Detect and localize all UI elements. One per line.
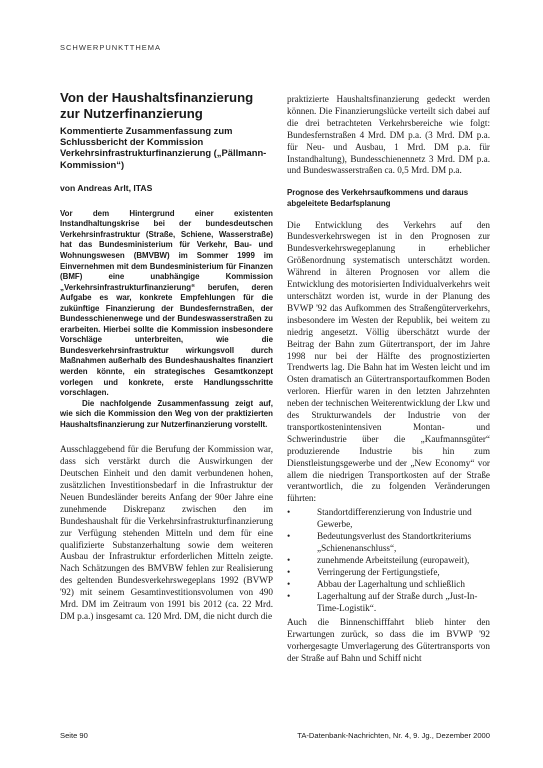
right-column [287, 94, 490, 665]
list-item: • Lagerhaltung auf der Straße durch „Just-In-Time-Logistik“. [287, 590, 478, 613]
bullet-icon: • [287, 590, 291, 601]
section-subheading: Prognose des Verkehrsaufkommens und daraus abgeleitete Bedarfsplanung [287, 188, 469, 208]
bullet-icon: • [287, 578, 291, 589]
body-paragraph-1: Ausschlaggebend für die Berufung der Kommission war, dass sich verstärkt durch die Auswirkungen der Deutschen Einheit und den damit verbundenen hohen, zusätzlichen Investitionsbedarf in die Infrastruktur der Neuen Bundesländer bereits Anfang der 90er Jahre eine zunehmende Diskrepanz zwischen den im Bundeshaushalt für die Verkehrsinfrastrukturfinanzierung zur Verfügung stehenden Mitteln und dem für eine qualifizierte Substanzerhaltung sowie dem weiteren Ausbau der Infrastruktur erforderlichen Mitteln zeigte. Nach Schätzungen des BMVBW fehlen zur Realisierung des geltenden Bundesverkehrswegeplans 1992 (BVWP '92) mit seinem Gesamtinvestitionsvolumen von 490 Mrd. DM im Zeitraum von 1991 bis 2012 (ca. 22 Mrd. DM p.a.) insgesamt ca. 120 Mrd. DM, die nicht durch die [60, 444, 273, 621]
article-title: Von der Haushaltsfinanzierung zur Nutzerfinanzierung [60, 90, 254, 121]
section-kicker: SCHWERPUNKTTHEMA [60, 43, 162, 52]
body-paragraph-2: praktizierte Haushaltsfinanzierung gedeckt werden können. Die Finanzierungslücke verteilt sich dabei auf die drei betrachteten Verkehrsbereiche wie folgt: Bundesfernstraßen 4 Mrd. DM p.a. (3 Mrd. DM p.a. für Neu- und Ausbau, 1 Mrd. DM p.a. für Instandhaltung), Bundesschienennetz 3 Mrd. DM p.a. und Bundeswasserstraßen ca. 0,5 Mrd. DM p.a. [287, 94, 490, 176]
list-item: • Bedeutungsverlust des Standortkriteriums „Schienenanschluss“, [287, 531, 472, 553]
article-subtitle: Kommentierte Zusammenfassung zum Schlussbericht der Kommission Verkehrsinfrastrukturfinanzierung („Pällmann-Kommission“) [60, 125, 267, 170]
lead-paragraph-1: Vor dem Hintergrund einer existenten Instandhaltungskrise bei der bundesdeutschen Verkehrsinfrastruktur (Straße, Schiene, Wasserstraße) hat das Bundesministerium für Verkehr, Bau- und Wohnungswesen (BMVBW) im Sommer 1999 im Einvernehmen mit dem Bundesministerium für Finanzen (BMF) eine unabhängige Kommission „Verkehrsinfrastrukturfinanzierung“ berufen, deren Aufgabe es war, konkrete Empfehlungen für die zukünftige Finanzierung der Bundesfernstraßen, der Bundesschienenwege und der Bundeswasserstraßen zu erarbeiten. Hierbei sollte die Kommission insbesondere Vorschläge unterbreiten, wie die Bundesverkehrsinfrastruktur wirkungsvoll durch Maßnahmen außerhalb des Bundeshaushaltes finanziert werden könnte, ein strategisches Gesamtkonzept vorlegen und konkrete, erste Handlungsschritte vorschlagen. [60, 208, 273, 398]
publication-info: TA-Datenbank-Nachrichten, Nr. 4, 9. Jg., Dezember 2000 [297, 731, 490, 740]
left-column [60, 90, 273, 623]
list-item: • Verringerung der Fertigungstiefe, [287, 566, 440, 577]
article-author: von Andreas Arlt, ITAS [60, 182, 153, 193]
list-item: • Abbau der Lagerhaltung und schließlich [287, 578, 465, 589]
bullet-icon: • [287, 507, 291, 518]
bullet-list [287, 507, 490, 614]
body-paragraph-4: Auch die Binnenschifffahrt blieb hinter den Erwartungen zurück, so dass die im BVWP '92 vorhergesagte Umverlagerung des Gütertransports von der Straße auf Bahn und Schiff nicht [287, 617, 490, 664]
body-paragraph-3: Die Entwicklung des Verkehrs auf den Bundesverkehrswegen ist in den Prognosen zur Bundesverkehrswegeplanung in erheblicher Größenordnung systematisch unterschätzt worden. Während in älteren Prognosen vor allem die Entwicklung des motorisierten Individualverkehrs weit unterschätzt worden ist, wurde in der Planung des BVWP '92 das Aufkommen des Straßengüterverkehrs, insbesondere im Westen der Republik, bei weitem zu niedrig angesetzt. Völlig überschätzt wurde der Beitrag der Bahn zum Gütertransport, der im Jahre 1998 nur bei der Hälfte des prognostizierten Trendwerts lag. Die Bahn hat im Westen leicht und im Osten dramatisch an Gütertransportaufkommen Boden verloren. Hierfür waren in den letzten Jahrzehnten neben der technischen Weiterentwicklung der Lkw und des Strukturwandels der Industrie von der transportkostenintensiven Montan- und Schwerindustrie über die „Kaufmannsgüter“ produzierende Industrie bis hin zum Dienstleistungsgewerbe und der „New Economy“ vor allem die niedrigen Transportkosten auf der Straße verantwortlich, die zu folgenden Veränderungen führten: [287, 219, 490, 504]
list-item: • zunehmende Arbeitsteilung (europaweit), [287, 554, 470, 565]
bullet-icon: • [287, 531, 291, 542]
bullet-icon: • [287, 554, 291, 565]
list-item: • Standortdifferenzierung von Industrie und Gewerbe, [287, 507, 472, 530]
page-number: Seite 90 [60, 731, 88, 740]
bullet-icon: • [287, 566, 291, 577]
lead-paragraph-2: Die nachfolgende Zusammenfassung zeigt auf, wie sich die Kommission den Weg von der praktizierten Haushaltsfinanzierung zur Nutzerfinanzierung vorstellt. [60, 398, 273, 429]
